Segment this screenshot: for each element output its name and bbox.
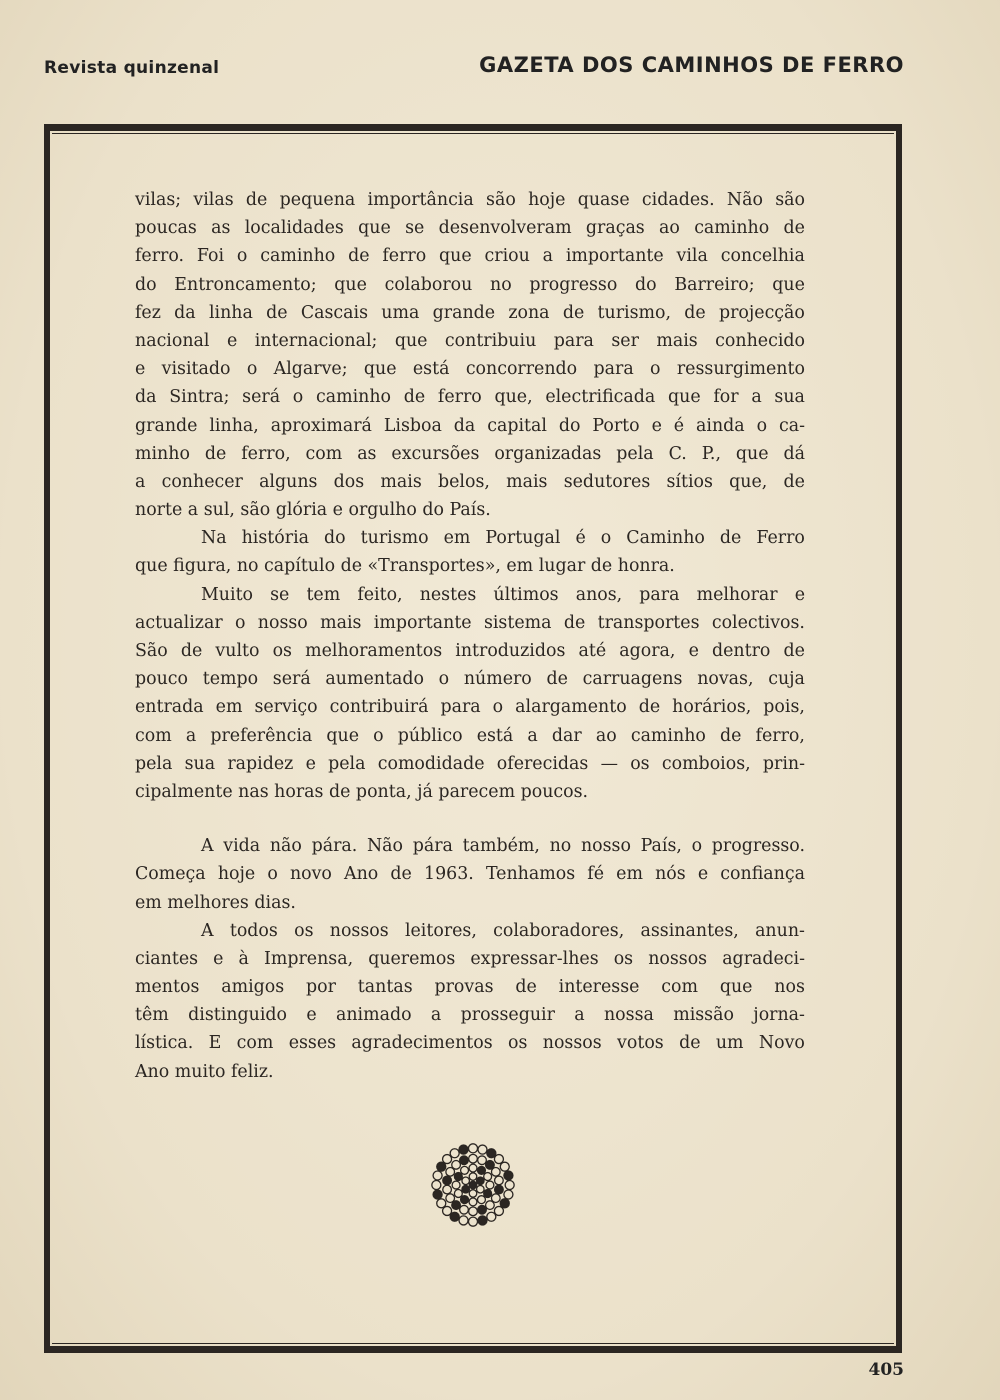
text-line: e visitado o Algarve; que está concorrendo para o ressurgimento [135,359,805,380]
text-line: da Sintra; será o caminho de ferro que, electrificada que for a sua [135,387,805,408]
article-body [135,186,805,1086]
header-publication-type: Revista quinzenal [44,58,220,78]
paragraph-2 [135,524,805,580]
paragraph-5 [135,917,805,1086]
text-line: mentos amigos por tantas provas de interesse com que nos [135,977,805,998]
text-line: nacional e internacional; que contribuiu para ser mais conhecido [135,330,805,351]
text-line: têm distinguido e animado a prosseguir a nossa missão jorna- [135,1005,805,1026]
text-line: A todos os nossos leitores, colaboradores, assinantes, anun- [201,920,805,941]
paragraph-3 [135,581,805,807]
paragraph-4 [135,832,805,917]
text-line: em melhores dias. [135,892,296,913]
page-number: 405 [868,1360,904,1380]
text-line: Muito se tem feito, nestes últimos anos, para melhorar e [201,584,805,605]
text-line: minho de ferro, com as excursões organizadas pela C. P., que dá [135,443,805,464]
text-line: São de vulto os melhoramentos introduzidos até agora, e dentro de [135,641,805,661]
paragraph-1 [135,186,805,524]
text-line: lística. E com esses agradecimentos os nossos votos de um Novo [135,1033,805,1054]
text-line: do Entroncamento; que colaborou no progresso do Barreiro; que [135,274,805,295]
text-line: vilas; vilas de pequena importância são hoje quase cidades. Não são [135,190,805,210]
text-line: a conhecer alguns dos mais belos, mais sedutores sítios que, de [135,471,805,492]
text-line: entrada em serviço contribuirá para o alargamento de horários, pois, [135,697,805,718]
text-line: pouco tempo será aumentado o número de carruagens novas, cuja [135,669,805,690]
text-line: com a preferência que o público está a dar ao caminho de ferro, [135,725,805,746]
text-line: que figura, no capítulo de «Transportes», em lugar de honra. [135,556,675,577]
text-line: actualizar o nosso mais importante sistema de transportes colectivos. [135,612,805,633]
text-line: poucas as localidades que se desenvolveram graças ao caminho de [135,218,805,239]
text-line: A vida não pára. Não pára também, no nosso País, o progresso. [201,836,805,857]
text-line: cipalmente nas horas de ponta, já parecem poucos. [135,781,589,802]
text-line: norte a sul, são glória e orgulho do País. [135,500,491,521]
rosette-ornament-icon [426,1138,520,1232]
section-gap [135,806,805,832]
text-line: fez da linha de Cascais uma grande zona de turismo, de projecção [135,302,805,323]
text-line: Começa hoje o novo Ano de 1963. Tenhamos fé em nós e confiança [135,864,805,885]
text-line: ferro. Foi o caminho de ferro que criou a importante vila concelhia [135,246,805,267]
text-line: pela sua rapidez e pela comodidade oferecidas — os comboios, prin- [135,753,805,774]
text-line: grande linha, aproximará Lisboa da capital do Porto e é ainda o ca- [135,415,805,436]
text-line: Na história do turismo em Portugal é o Caminho de Ferro [201,528,805,549]
text-line: Ano muito feliz. [135,1061,274,1082]
text-line: ciantes e à Imprensa, queremos expressar-lhes os nossos agradeci- [135,948,805,969]
header-publication-title: GAZETA DOS CAMINHOS DE FERRO [479,53,904,77]
